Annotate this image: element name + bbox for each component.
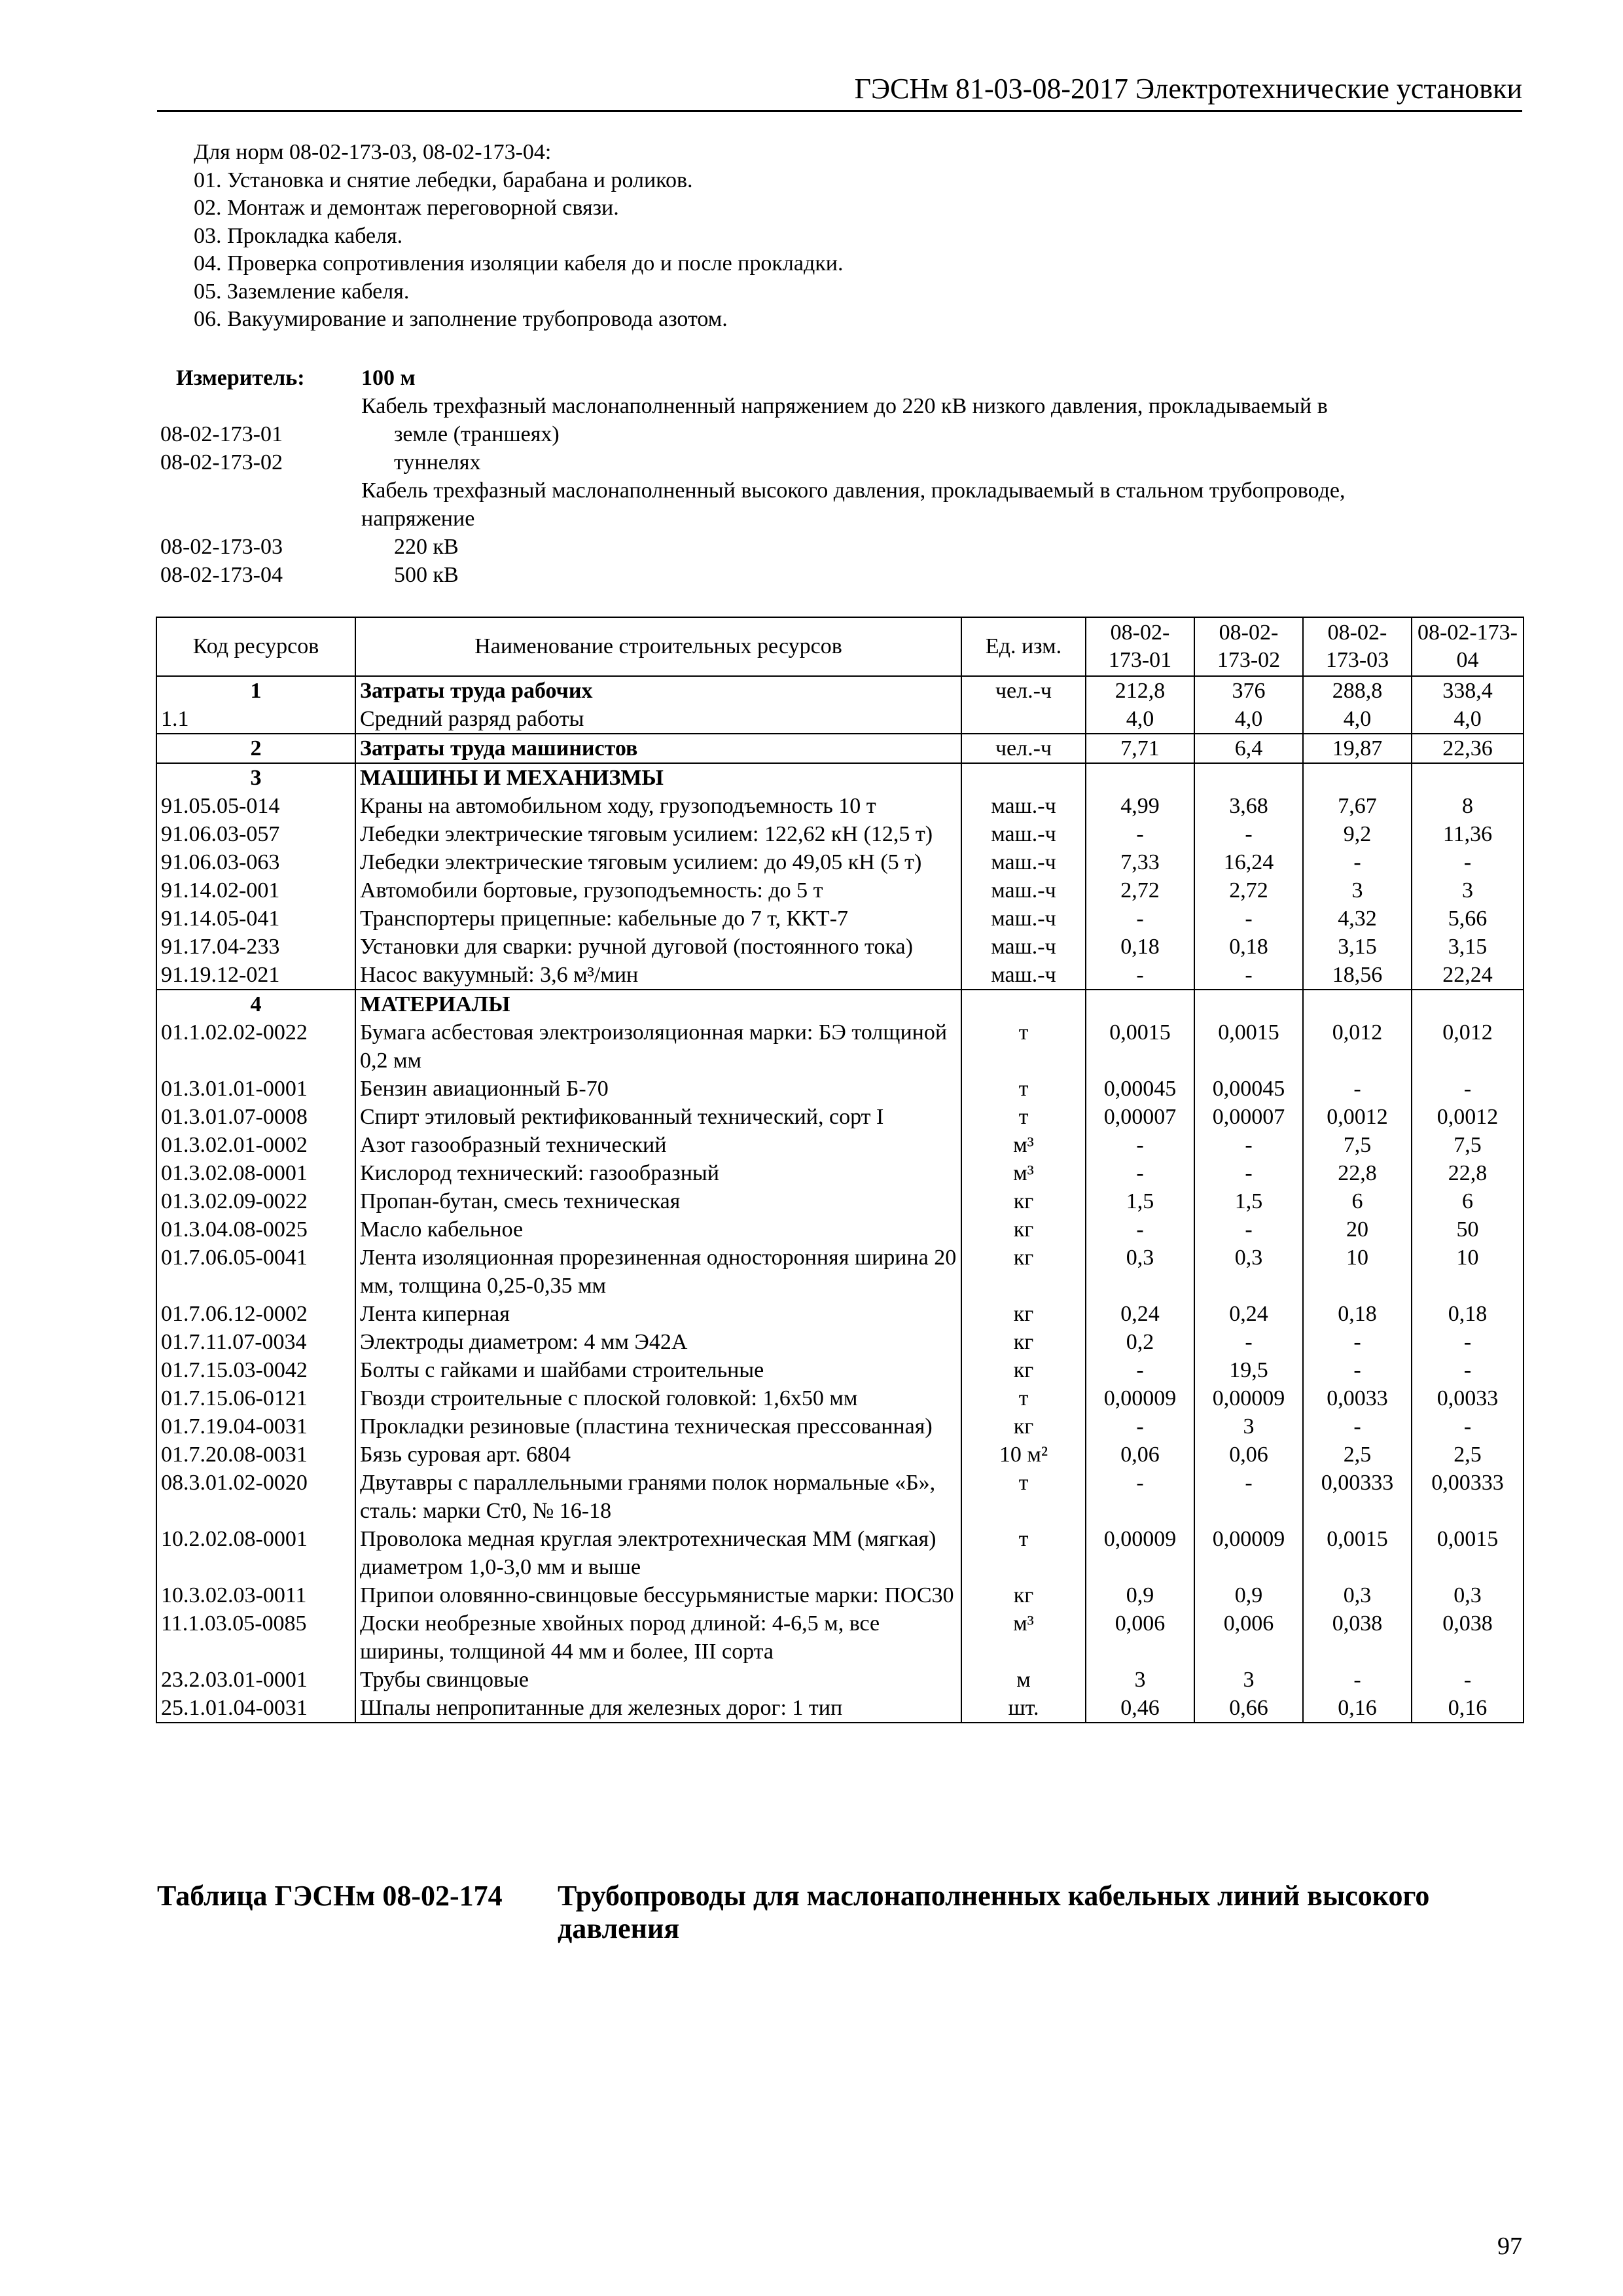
norm-item: 220 кВ xyxy=(394,535,459,559)
header-col: 08-02-173-04 xyxy=(1412,617,1524,676)
resource-unit xyxy=(961,763,1086,792)
resource-name: Электроды диаметром: 4 мм Э42А xyxy=(355,1328,961,1356)
resource-value: - xyxy=(1086,1215,1194,1244)
resource-value: 0,18 xyxy=(1086,933,1194,961)
table-row xyxy=(156,848,1524,876)
resource-code: 10.3.02.03-0011 xyxy=(156,1581,355,1609)
resource-unit: шт. xyxy=(961,1694,1086,1723)
resource-value: - xyxy=(1086,905,1194,933)
intro-line: 04. Проверка сопротивления изоляции кабеля до и после прокладки. xyxy=(194,251,844,276)
resource-value: 0,9 xyxy=(1194,1581,1303,1609)
resource-value: - xyxy=(1086,820,1194,848)
resource-code: 91.14.05-041 xyxy=(156,905,355,933)
measure-description: напряжение xyxy=(361,507,475,531)
resource-code: 91.05.05-014 xyxy=(156,792,355,820)
resource-value xyxy=(1194,990,1303,1018)
resource-value: 0,0015 xyxy=(1303,1525,1412,1581)
resource-value: 4,0 xyxy=(1303,705,1412,734)
table-row xyxy=(156,705,1524,734)
resource-code: 91.14.02-001 xyxy=(156,876,355,905)
resource-unit: маш.-ч xyxy=(961,876,1086,905)
resource-value: 0,00045 xyxy=(1086,1075,1194,1103)
resource-value: 0,24 xyxy=(1086,1300,1194,1328)
resource-code: 01.3.02.01-0002 xyxy=(156,1131,355,1159)
resource-name: Лента киперная xyxy=(355,1300,961,1328)
resource-value: 4,0 xyxy=(1194,705,1303,734)
table-row xyxy=(156,1609,1524,1666)
intro-line: 01. Установка и снятие лебедки, барабана и роликов. xyxy=(194,168,693,192)
resource-value: 3 xyxy=(1194,1412,1303,1441)
resource-value: 7,67 xyxy=(1303,792,1412,820)
resource-value xyxy=(1086,990,1194,1018)
resource-name: Затраты труда машинистов xyxy=(355,734,961,763)
resource-unit: т xyxy=(961,1469,1086,1525)
resource-unit xyxy=(961,705,1086,734)
resource-code: 01.3.01.07-0008 xyxy=(156,1103,355,1131)
running-header: ГЭСНм 81-03-08-2017 Электротехнические установки xyxy=(157,68,1522,112)
resource-unit: т xyxy=(961,1384,1086,1412)
resource-unit: м xyxy=(961,1666,1086,1694)
resource-unit: т xyxy=(961,1525,1086,1581)
resource-unit: т xyxy=(961,1103,1086,1131)
table-row xyxy=(156,1328,1524,1356)
resource-value: 5,66 xyxy=(1412,905,1524,933)
resource-value: 212,8 xyxy=(1086,676,1194,705)
resource-name: Бензин авиационный Б-70 xyxy=(355,1075,961,1103)
resource-name: Лебедки электрические тяговым усилием: 122,62 кН (12,5 т) xyxy=(355,820,961,848)
header-name: Наименование строительных ресурсов xyxy=(355,617,961,676)
resource-unit: кг xyxy=(961,1215,1086,1244)
page-number: 97 xyxy=(1497,2233,1522,2260)
resource-name: Азот газообразный технический xyxy=(355,1131,961,1159)
resource-name: Припои оловянно-свинцовые бессурьмянистые марки: ПОС30 xyxy=(355,1581,961,1609)
resource-value: 0,038 xyxy=(1303,1609,1412,1666)
intro-line: 06. Вакуумирование и заполнение трубопровода азотом. xyxy=(194,307,728,331)
resource-code: 01.7.19.04-0031 xyxy=(156,1412,355,1441)
table-row xyxy=(156,676,1524,705)
resource-name: Болты с гайками и шайбами строительные xyxy=(355,1356,961,1384)
resource-value: - xyxy=(1086,1131,1194,1159)
table-row xyxy=(156,1103,1524,1131)
resource-value: 3 xyxy=(1412,876,1524,905)
table-row xyxy=(156,1159,1524,1187)
resource-unit: м³ xyxy=(961,1609,1086,1666)
resource-value: 0,9 xyxy=(1086,1581,1194,1609)
resource-value xyxy=(1194,763,1303,792)
resource-value: 3 xyxy=(1303,876,1412,905)
resource-unit: чел.-ч xyxy=(961,734,1086,763)
table-row xyxy=(156,1384,1524,1412)
resource-unit xyxy=(961,990,1086,1018)
resource-name: Бумага асбестовая электроизоляционная марки: БЭ толщиной 0,2 мм xyxy=(355,1018,961,1075)
resource-name: Затраты труда рабочих xyxy=(355,676,961,705)
resource-name: Транспортеры прицепные: кабельные до 7 т, ККТ-7 xyxy=(355,905,961,933)
resource-value: 0,18 xyxy=(1194,933,1303,961)
measure-label: Измеритель: xyxy=(176,366,305,390)
table-row xyxy=(156,1075,1524,1103)
resource-value: 0,0015 xyxy=(1086,1018,1194,1075)
resource-value: 22,8 xyxy=(1412,1159,1524,1187)
resource-value: 0,18 xyxy=(1303,1300,1412,1328)
measure-description: Кабель трехфазный маслонаполненный высокого давления, прокладываемый в стальном трубопроводе, xyxy=(361,478,1346,503)
resource-value: - xyxy=(1194,1215,1303,1244)
resource-value: - xyxy=(1412,1412,1524,1441)
resource-code: 91.17.04-233 xyxy=(156,933,355,961)
table-row xyxy=(156,1581,1524,1609)
resource-unit: маш.-ч xyxy=(961,792,1086,820)
resource-value: 0,0012 xyxy=(1412,1103,1524,1131)
resource-value: 0,00009 xyxy=(1086,1525,1194,1581)
resource-value: - xyxy=(1412,1075,1524,1103)
resources-table xyxy=(156,617,1524,1723)
table-row xyxy=(156,1525,1524,1581)
resource-name: Бязь суровая арт. 6804 xyxy=(355,1441,961,1469)
resource-value: 0,3 xyxy=(1412,1581,1524,1609)
resource-value: - xyxy=(1412,1356,1524,1384)
resource-value: 0,16 xyxy=(1303,1694,1412,1723)
table-row xyxy=(156,1300,1524,1328)
resource-value xyxy=(1412,763,1524,792)
resource-value: 22,8 xyxy=(1303,1159,1412,1187)
resource-value: 0,16 xyxy=(1412,1694,1524,1723)
resource-value: 0,2 xyxy=(1086,1328,1194,1356)
resource-value xyxy=(1303,763,1412,792)
resource-value: 0,0033 xyxy=(1303,1384,1412,1412)
resource-value: 19,5 xyxy=(1194,1356,1303,1384)
resource-unit: кг xyxy=(961,1412,1086,1441)
resource-code: 01.7.20.08-0031 xyxy=(156,1441,355,1469)
resource-value: 0,00007 xyxy=(1194,1103,1303,1131)
resource-name: Шпалы непропитанные для железных дорог: 1 тип xyxy=(355,1694,961,1723)
resource-value: 20 xyxy=(1303,1215,1412,1244)
resource-value: 3,15 xyxy=(1303,933,1412,961)
table-row xyxy=(156,1187,1524,1215)
resource-code: 1 xyxy=(156,676,355,705)
resource-value: - xyxy=(1086,1356,1194,1384)
resource-value: 7,5 xyxy=(1303,1131,1412,1159)
resource-value: - xyxy=(1412,1666,1524,1694)
resource-value: 0,18 xyxy=(1412,1300,1524,1328)
resource-value: 338,4 xyxy=(1412,676,1524,705)
resource-value: - xyxy=(1194,1159,1303,1187)
resource-value: 9,2 xyxy=(1303,820,1412,848)
resource-value: - xyxy=(1303,1356,1412,1384)
resource-unit: кг xyxy=(961,1581,1086,1609)
table-row xyxy=(156,1018,1524,1075)
resource-unit: т xyxy=(961,1018,1086,1075)
table-row xyxy=(156,1469,1524,1525)
resource-value: 22,24 xyxy=(1412,961,1524,990)
resource-code: 91.19.12-021 xyxy=(156,961,355,990)
resource-unit: чел.-ч xyxy=(961,676,1086,705)
resource-value: 2,5 xyxy=(1412,1441,1524,1469)
resource-unit: маш.-ч xyxy=(961,933,1086,961)
resource-value: 16,24 xyxy=(1194,848,1303,876)
resource-value: 7,71 xyxy=(1086,734,1194,763)
measure-unit: 100 м xyxy=(361,366,416,390)
resource-name: Спирт этиловый ректификованный технический, сорт I xyxy=(355,1103,961,1131)
resource-name: Кислород технический: газообразный xyxy=(355,1159,961,1187)
resource-value xyxy=(1303,990,1412,1018)
table-row xyxy=(156,820,1524,848)
resource-value: 22,36 xyxy=(1412,734,1524,763)
resource-value: 3 xyxy=(1086,1666,1194,1694)
header-unit: Ед. изм. xyxy=(961,617,1086,676)
resource-unit: кг xyxy=(961,1244,1086,1300)
resource-value: - xyxy=(1194,1328,1303,1356)
table-row xyxy=(156,792,1524,820)
table-row xyxy=(156,1666,1524,1694)
resource-code: 4 xyxy=(156,990,355,1018)
resource-code: 01.3.01.01-0001 xyxy=(156,1075,355,1103)
measure-description: Кабель трехфазный маслонаполненный напряжением до 220 кВ низкого давления, прокладываемый в xyxy=(361,394,1328,418)
resource-code: 23.2.03.01-0001 xyxy=(156,1666,355,1694)
resource-value: 10 xyxy=(1412,1244,1524,1300)
intro-line: 03. Прокладка кабеля. xyxy=(194,223,403,248)
resource-name: МАШИНЫ И МЕХАНИЗМЫ xyxy=(355,763,961,792)
resource-value: 0,006 xyxy=(1086,1609,1194,1666)
resource-name: Лента изоляционная прорезиненная односторонняя ширина 20 мм, толщина 0,25-0,35 мм xyxy=(355,1244,961,1300)
header-code: Код ресурсов xyxy=(156,617,355,676)
table-row xyxy=(156,1131,1524,1159)
resource-value: - xyxy=(1412,1328,1524,1356)
resource-value: 4,32 xyxy=(1303,905,1412,933)
resource-value: - xyxy=(1412,848,1524,876)
table-row xyxy=(156,933,1524,961)
resource-value: - xyxy=(1194,961,1303,990)
table-heading: Трубопроводы для маслонаполненных кабельных линий высокого давления xyxy=(558,1880,1430,1945)
resource-unit: м³ xyxy=(961,1159,1086,1187)
resource-name: Трубы свинцовые xyxy=(355,1666,961,1694)
resource-name: Краны на автомобильном ходу, грузоподъемность 10 т xyxy=(355,792,961,820)
resource-name: Прокладки резиновые (пластина техническая прессованная) xyxy=(355,1412,961,1441)
resource-code: 01.3.02.08-0001 xyxy=(156,1159,355,1187)
header-col: 08-02-173-01 xyxy=(1086,617,1194,676)
header-col: 08-02-173-02 xyxy=(1194,617,1303,676)
resource-value: 1,5 xyxy=(1194,1187,1303,1215)
resource-value: 0,46 xyxy=(1086,1694,1194,1723)
resource-value: 2,72 xyxy=(1086,876,1194,905)
resource-value: 0,0015 xyxy=(1194,1018,1303,1075)
table-row xyxy=(156,961,1524,990)
resource-code: 3 xyxy=(156,763,355,792)
norm-code: 08-02-173-02 xyxy=(160,450,283,475)
resource-value: 0,3 xyxy=(1086,1244,1194,1300)
intro-line: 05. Заземление кабеля. xyxy=(194,279,410,304)
resource-code: 01.3.04.08-0025 xyxy=(156,1215,355,1244)
resource-value: 2,5 xyxy=(1303,1441,1412,1469)
resource-value: 2,72 xyxy=(1194,876,1303,905)
resource-value: - xyxy=(1303,848,1412,876)
resource-value: 0,00333 xyxy=(1412,1469,1524,1525)
resource-value xyxy=(1086,763,1194,792)
table-row xyxy=(156,990,1524,1018)
resource-value: 0,24 xyxy=(1194,1300,1303,1328)
resource-value: 3,15 xyxy=(1412,933,1524,961)
resource-unit: кг xyxy=(961,1356,1086,1384)
resource-value: 0,00007 xyxy=(1086,1103,1194,1131)
resource-value: 7,5 xyxy=(1412,1131,1524,1159)
resource-value: - xyxy=(1303,1328,1412,1356)
resource-value: 0,012 xyxy=(1303,1018,1412,1075)
resource-value: 0,3 xyxy=(1303,1581,1412,1609)
table-label: Таблица ГЭСНм 08-02-174 xyxy=(157,1880,503,1912)
table-row xyxy=(156,1412,1524,1441)
resource-code: 11.1.03.05-0085 xyxy=(156,1609,355,1666)
table-row xyxy=(156,1215,1524,1244)
table-row xyxy=(156,763,1524,792)
resource-unit: маш.-ч xyxy=(961,961,1086,990)
norm-item: 500 кВ xyxy=(394,563,459,587)
resource-name: Двутавры с параллельными гранями полок нормальные «Б», сталь: марки Ст0, № 16-18 xyxy=(355,1469,961,1525)
resource-value xyxy=(1412,990,1524,1018)
resource-code: 25.1.01.04-0031 xyxy=(156,1694,355,1723)
resource-value: 8 xyxy=(1412,792,1524,820)
resource-unit: кг xyxy=(961,1300,1086,1328)
resource-value: - xyxy=(1194,820,1303,848)
resource-code: 10.2.02.08-0001 xyxy=(156,1525,355,1581)
resource-name: Масло кабельное xyxy=(355,1215,961,1244)
resource-value: 0,00333 xyxy=(1303,1469,1412,1525)
resource-value: - xyxy=(1086,1469,1194,1525)
resource-value: 7,33 xyxy=(1086,848,1194,876)
resource-value: 10 xyxy=(1303,1244,1412,1300)
resource-value: 0,0012 xyxy=(1303,1103,1412,1131)
table-row xyxy=(156,734,1524,763)
resource-value: 19,87 xyxy=(1303,734,1412,763)
table-row xyxy=(156,1244,1524,1300)
resource-name: Средний разряд работы xyxy=(355,705,961,734)
resource-value: 0,06 xyxy=(1086,1441,1194,1469)
table-row xyxy=(156,905,1524,933)
table-row xyxy=(156,1356,1524,1384)
resource-value: 4,99 xyxy=(1086,792,1194,820)
resource-value: 0,006 xyxy=(1194,1609,1303,1666)
resource-value: 0,3 xyxy=(1194,1244,1303,1300)
resource-unit: т xyxy=(961,1075,1086,1103)
resource-code: 91.06.03-057 xyxy=(156,820,355,848)
resource-unit: м³ xyxy=(961,1131,1086,1159)
resource-name: Проволока медная круглая электротехническая ММ (мягкая) диаметром 1,0-3,0 мм и выше xyxy=(355,1525,961,1581)
resource-value: - xyxy=(1194,1469,1303,1525)
norm-code: 08-02-173-04 xyxy=(160,563,283,587)
intro-line: Для норм 08-02-173-03, 08-02-173-04: xyxy=(194,140,552,164)
resource-name: Насос вакуумный: 3,6 м³/мин xyxy=(355,961,961,990)
resource-value: 6 xyxy=(1412,1187,1524,1215)
norm-item: туннелях xyxy=(394,450,481,475)
resource-value: 0,0015 xyxy=(1412,1525,1524,1581)
resource-code: 91.06.03-063 xyxy=(156,848,355,876)
table-row xyxy=(156,1441,1524,1469)
resource-code: 1.1 xyxy=(156,705,355,734)
resource-code: 2 xyxy=(156,734,355,763)
resource-unit: кг xyxy=(961,1187,1086,1215)
resource-value: 0,06 xyxy=(1194,1441,1303,1469)
resource-name: МАТЕРИАЛЫ xyxy=(355,990,961,1018)
resource-value: 11,36 xyxy=(1412,820,1524,848)
table-row xyxy=(156,1694,1524,1723)
norm-item: земле (траншеях) xyxy=(394,422,560,446)
norm-code: 08-02-173-01 xyxy=(160,422,283,446)
resource-value: - xyxy=(1194,1131,1303,1159)
header-col: 08-02-173-03 xyxy=(1303,617,1412,676)
resource-value: 0,0033 xyxy=(1412,1384,1524,1412)
resource-name: Установки для сварки: ручной дуговой (постоянного тока) xyxy=(355,933,961,961)
resource-name: Пропан-бутан, смесь техническая xyxy=(355,1187,961,1215)
resource-value: - xyxy=(1086,1159,1194,1187)
resource-unit: кг xyxy=(961,1328,1086,1356)
resource-code: 01.1.02.02-0022 xyxy=(156,1018,355,1075)
resource-value: 3,68 xyxy=(1194,792,1303,820)
resource-value: 0,66 xyxy=(1194,1694,1303,1723)
resource-name: Гвозди строительные с плоской головкой: 1,6x50 мм xyxy=(355,1384,961,1412)
resource-value: 0,038 xyxy=(1412,1609,1524,1666)
resource-unit: маш.-ч xyxy=(961,905,1086,933)
resource-unit: 10 м² xyxy=(961,1441,1086,1469)
resource-value: 1,5 xyxy=(1086,1187,1194,1215)
resource-value: 6 xyxy=(1303,1187,1412,1215)
resource-value: 0,00009 xyxy=(1086,1384,1194,1412)
table-row xyxy=(156,876,1524,905)
resource-value: - xyxy=(1086,1412,1194,1441)
resource-unit: маш.-ч xyxy=(961,820,1086,848)
resource-name: Автомобили бортовые, грузоподъемность: до 5 т xyxy=(355,876,961,905)
resource-value: 0,00009 xyxy=(1194,1525,1303,1581)
resource-unit: маш.-ч xyxy=(961,848,1086,876)
norm-code: 08-02-173-03 xyxy=(160,535,283,559)
intro-line: 02. Монтаж и демонтаж переговорной связи. xyxy=(194,196,619,220)
resource-value: 0,00045 xyxy=(1194,1075,1303,1103)
resource-value: 18,56 xyxy=(1303,961,1412,990)
work-composition xyxy=(194,139,843,334)
resource-value: - xyxy=(1303,1666,1412,1694)
resource-value: - xyxy=(1086,961,1194,990)
resource-code: 01.7.06.05-0041 xyxy=(156,1244,355,1300)
resource-code: 01.7.06.12-0002 xyxy=(156,1300,355,1328)
resource-value: 376 xyxy=(1194,676,1303,705)
resource-value: 3 xyxy=(1194,1666,1303,1694)
resource-value: 0,012 xyxy=(1412,1018,1524,1075)
resource-code: 01.7.15.06-0121 xyxy=(156,1384,355,1412)
resource-code: 08.3.01.02-0020 xyxy=(156,1469,355,1525)
resource-value: - xyxy=(1303,1075,1412,1103)
measure-block xyxy=(157,364,1522,589)
resource-value: 0,00009 xyxy=(1194,1384,1303,1412)
resource-value: 4,0 xyxy=(1412,705,1524,734)
resource-name: Лебедки электрические тяговым усилием: до 49,05 кН (5 т) xyxy=(355,848,961,876)
resource-code: 01.7.15.03-0042 xyxy=(156,1356,355,1384)
resource-code: 01.3.02.09-0022 xyxy=(156,1187,355,1215)
resource-value: 4,0 xyxy=(1086,705,1194,734)
resource-value: 6,4 xyxy=(1194,734,1303,763)
resource-value: 288,8 xyxy=(1303,676,1412,705)
resource-value: - xyxy=(1303,1412,1412,1441)
resource-value: - xyxy=(1194,905,1303,933)
resource-code: 01.7.11.07-0034 xyxy=(156,1328,355,1356)
resource-name: Доски необрезные хвойных пород длиной: 4-6,5 м, все ширины, толщиной 44 мм и более, III сорта xyxy=(355,1609,961,1666)
resource-value: 50 xyxy=(1412,1215,1524,1244)
